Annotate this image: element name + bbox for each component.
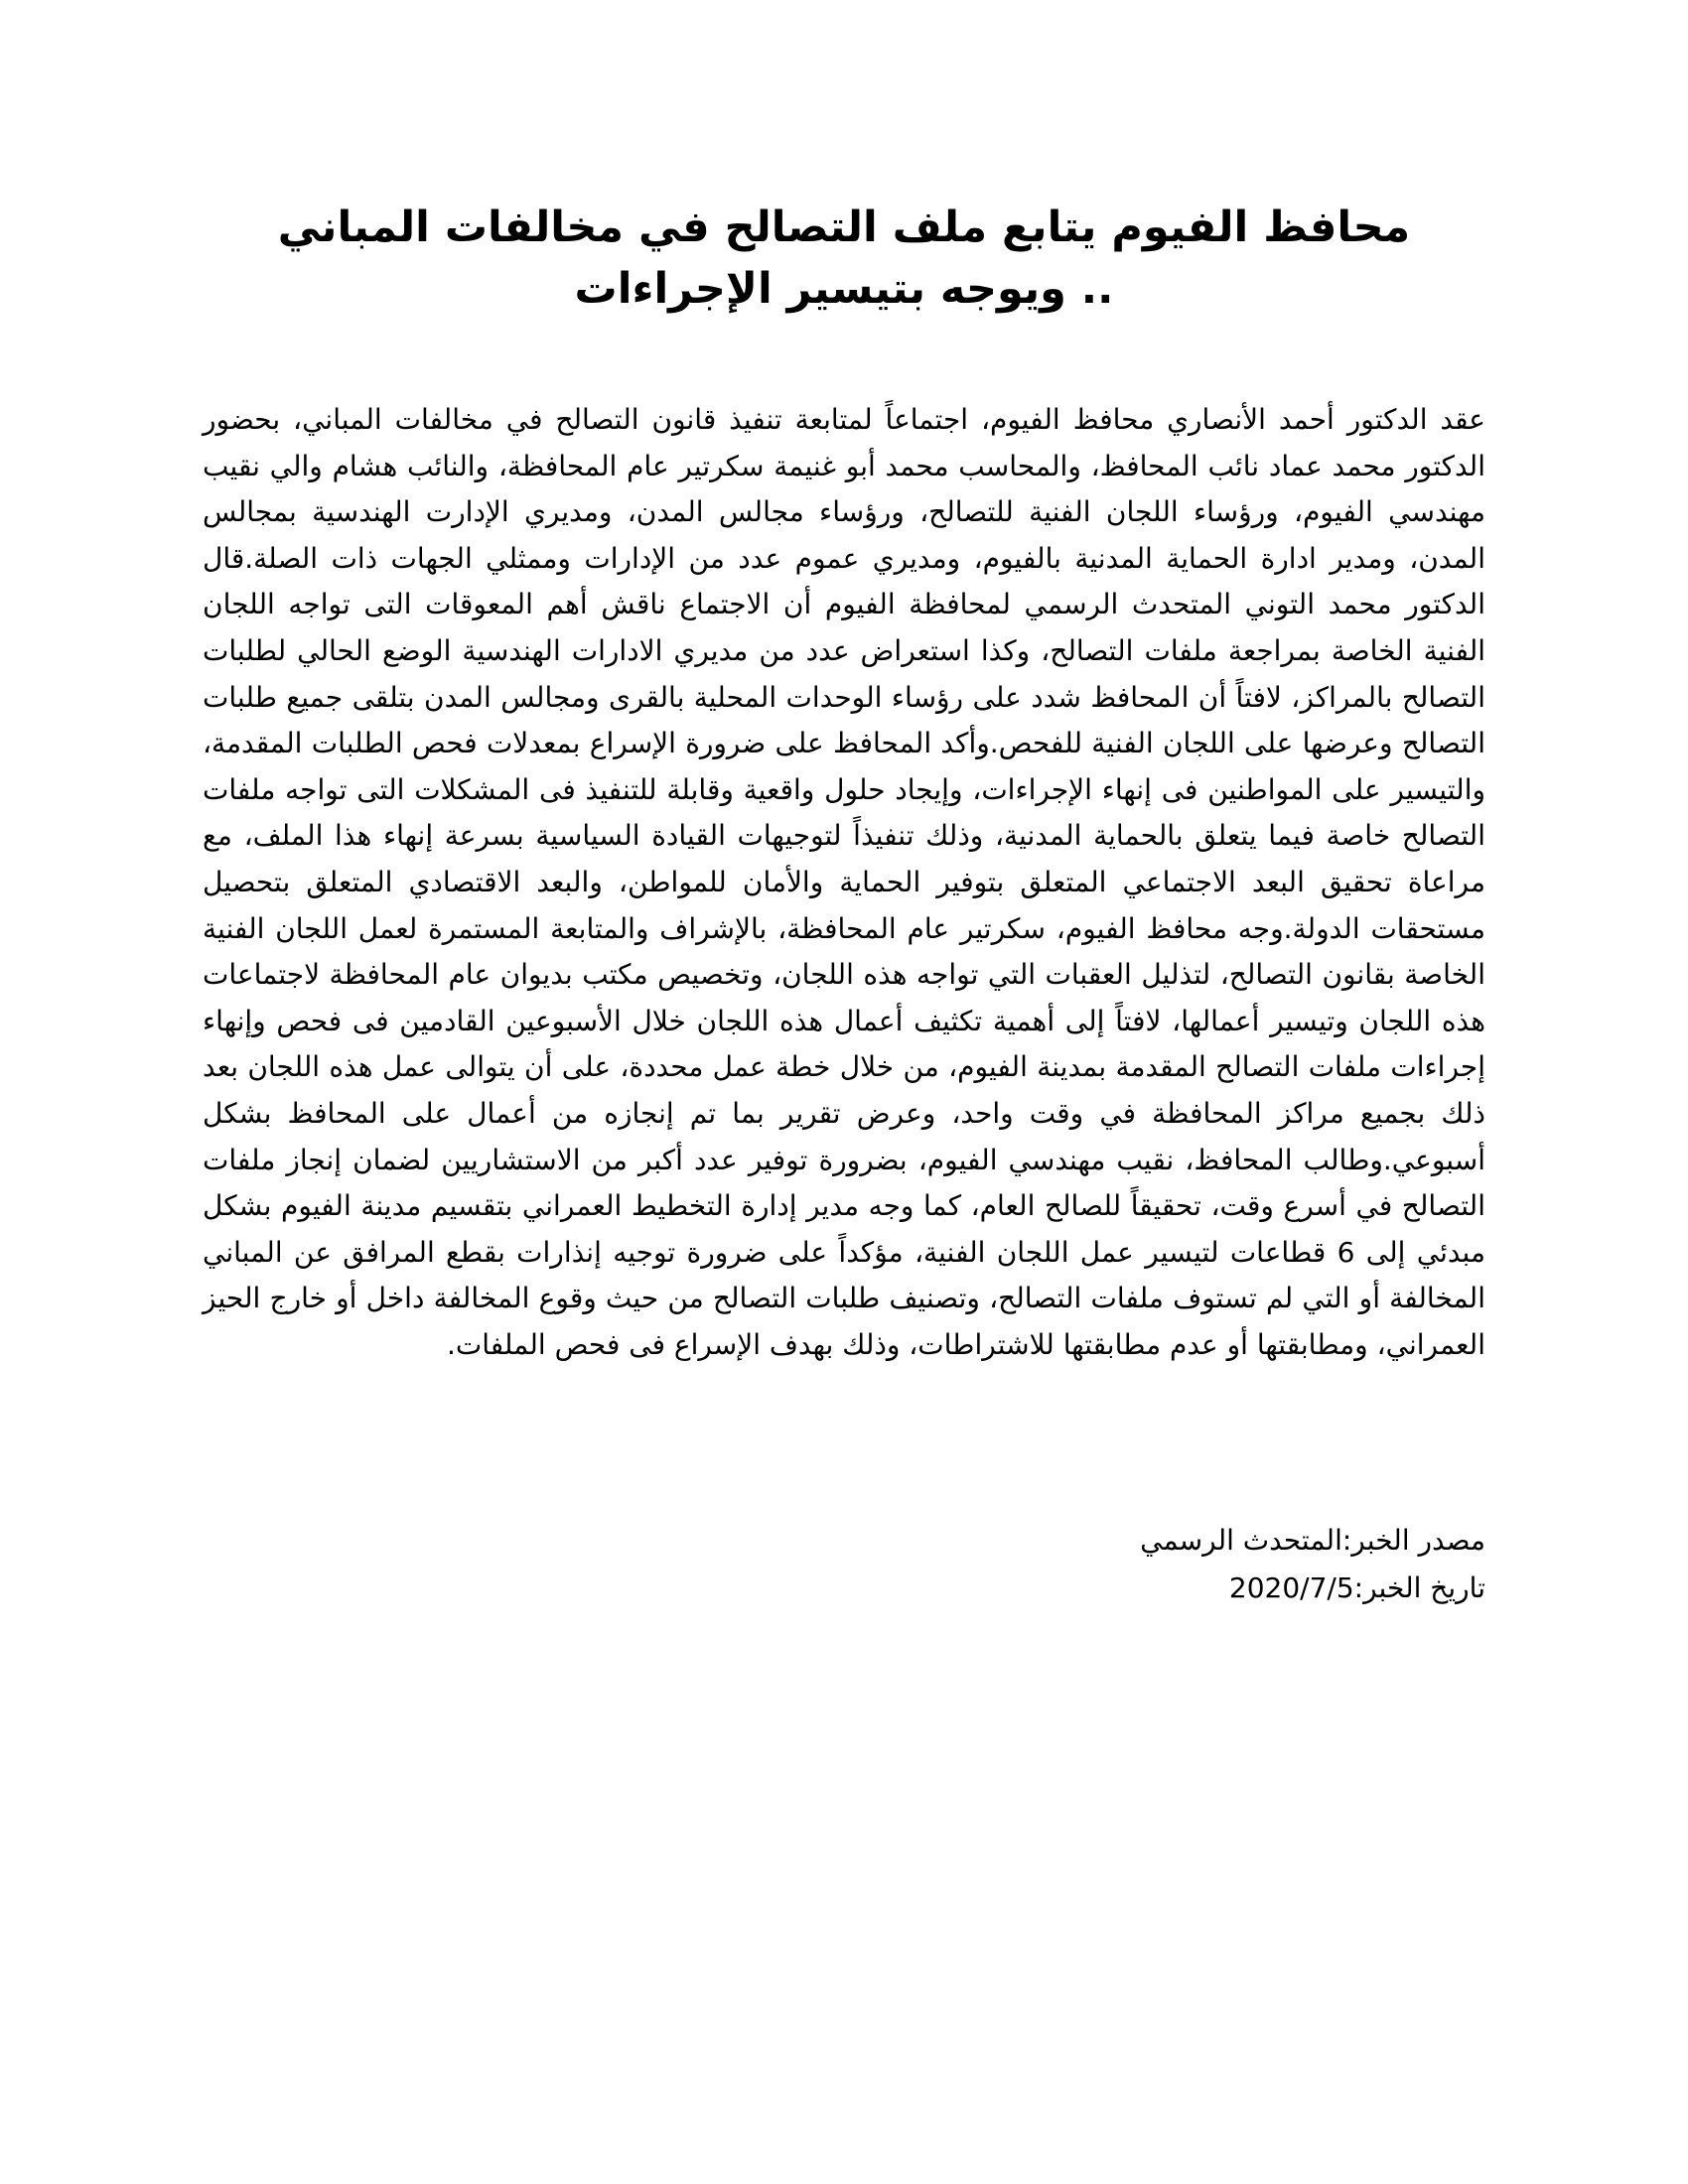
news-date-label: تاريخ الخبر: xyxy=(1353,1571,1485,1604)
news-source-value: المتحدث الرسمي xyxy=(1140,1524,1342,1557)
news-source-line xyxy=(1140,1521,1485,1561)
news-date-line xyxy=(1229,1569,1485,1608)
article-body: عقد الدكتور أحمد الأنصاري محافظ الفيوم، اجتماعاً لمتابعة تنفيذ قانون التصالح في مخالفات المباني، بحضور الدكتور محمد عماد نائب المحافظ، والمحاسب محمد أبو غنيمة سكرتير عام المحافظة، والنائب هشام والي نقيب مهندسي الفيوم، ورؤساء اللجان الفنية للتصالح، ورؤساء مجالس المدن، ومديري الإدارت الهندسية بمجالس المدن، ومدير ادارة الحماية المدنية بالفيوم، ومديري عموم عدد من الإدارات وممثلي الجهات ذات الصلة.قال الدكتور محمد التوني المتحدث الرسمي لمحافظة الفيوم أن الاجتماع ناقش أهم المعوقات التى تواجه اللجان الفنية الخاصة بمراجعة ملفات التصالح، وكذا استعراض عدد من مديري الادارات الهندسية الوضع الحالي لطلبات التصالح بالمراكز، لافتاً أن المحافظ شدد على رؤساء الوحدات المحلية بالقرى ومجالس المدن بتلقى جميع طلبات التصالح وعرضها على اللجان الفنية للفحص.وأكد المحافظ على ضرورة الإسراع بمعدلات فحص الطلبات المقدمة، والتيسير على المواطنين فى إنهاء الإجراءات، وإيجاد حلول واقعية وقابلة للتنفيذ فى المشكلات التى تواجه ملفات التصالح خاصة فيما يتعلق بالحماية المدنية، وذلك تنفيذاً لتوجيهات القيادة السياسية بسرعة إنهاء هذا الملف، مع مراعاة تحقيق البعد الاجتماعي المتعلق بتوفير الحماية والأمان للمواطن، والبعد الاقتصادي المتعلق بتحصيل مستحقات الدولة.وجه محافظ الفيوم، سكرتير عام المحافظة، بالإشراف والمتابعة المستمرة لعمل اللجان الفنية الخاصة بقانون التصالح، لتذليل العقبات التي تواجه هذه اللجان، وتخصيص مكتب بديوان عام المحافظة لاجتماعات هذه اللجان وتيسير أعمالها، لافتاً إلى أهمية تكثيف أعمال هذه اللجان خلال الأسبوعين القادمين فى فحص وإنهاء إجراءات ملفات التصالح المقدمة بمدينة الفيوم، من خلال خطة عمل محددة، على أن يتوالى عمل هذه اللجان بعد ذلك بجميع مراكز المحافظة في وقت واحد، وعرض تقرير بما تم إنجازه من أعمال على المحافظ بشكل أسبوعي.وطالب المحافظ، نقيب مهندسي الفيوم، بضرورة توفير عدد أكبر من الاستشاريين لضمان إنجاز ملفات التصالح في أسرع وقت، تحقيقاً للصالح العام، كما وجه مدير إدارة التخطيط العمراني بتقسيم مدينة الفيوم بشكل مبدئي إلى 6 قطاعات لتيسير عمل اللجان الفنية، مؤكداً على ضرورة توجيه إنذارات بقطع المرافق عن المباني المخالفة أو التي لم تستوف ملفات التصالح، وتصنيف طلبات التصالح من حيث وقوع المخالفة داخل أو خارج الحيز العمراني، ومطابقتها أو عدم مطابقتها للاشتراطات، وذلك بهدف الإسراع فى فحص الملفات. xyxy=(203,403,1486,1361)
news-source-label: مصدر الخبر: xyxy=(1341,1524,1485,1557)
news-date-value: 2020/7/5 xyxy=(1228,1571,1354,1604)
article-title: محافظ الفيوم يتابع ملف التصالح في مخالفات المباني .. ويوجه بتيسير الإجراءات xyxy=(277,203,1411,314)
